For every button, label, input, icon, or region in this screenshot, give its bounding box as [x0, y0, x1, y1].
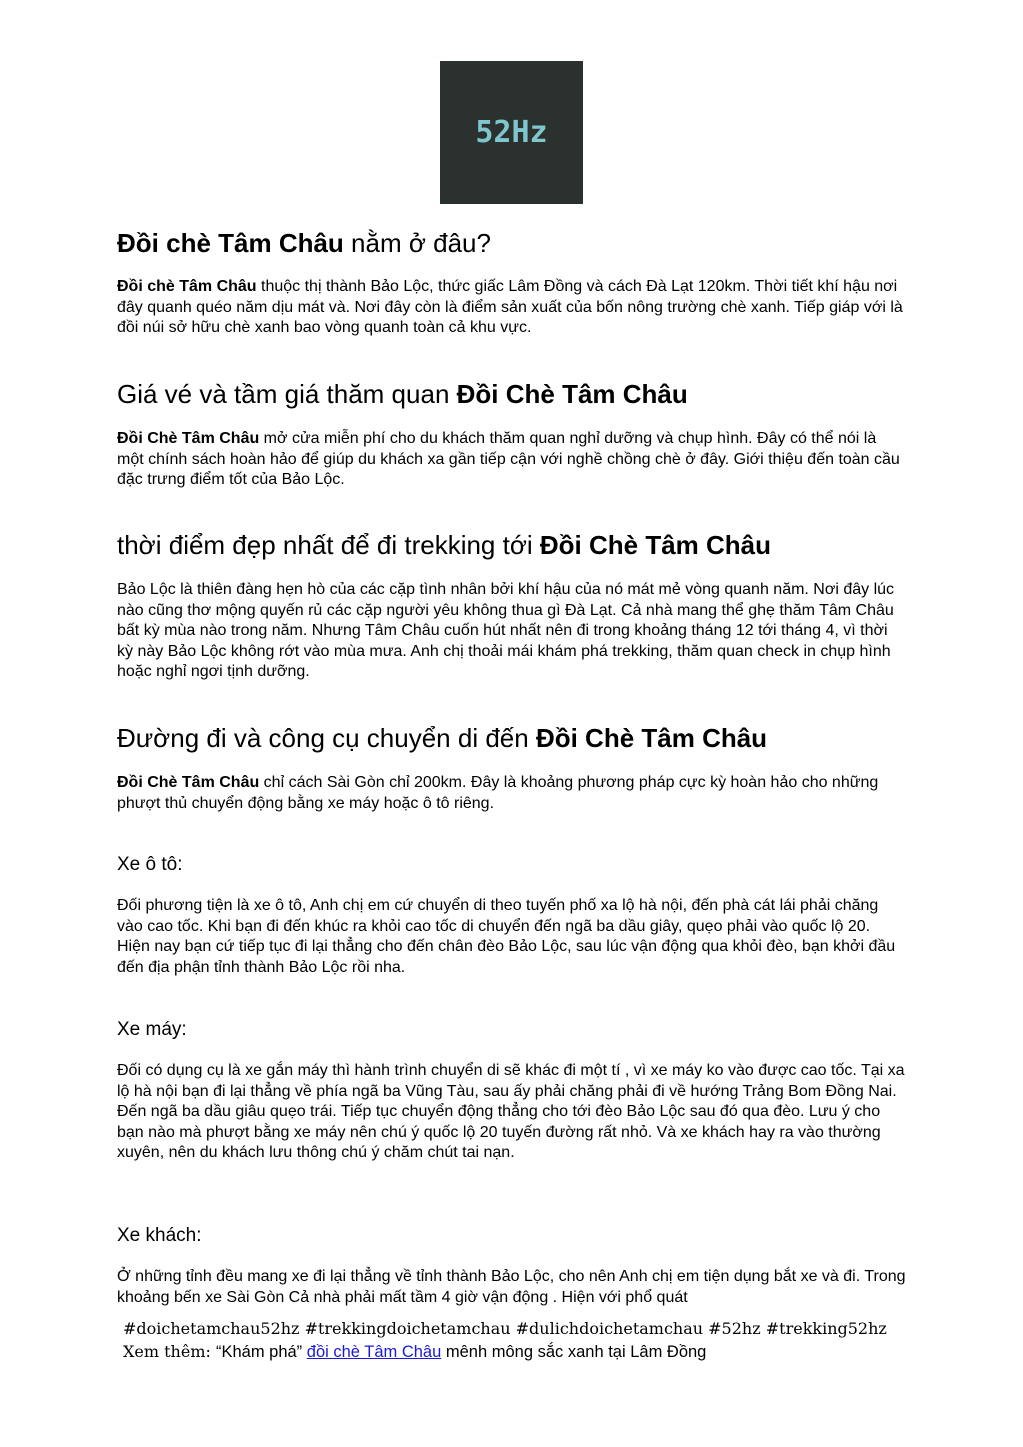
heading-car: Xe ô tô:	[117, 854, 183, 875]
heading-ticket-rest: Giá vé và tầm giá thăm quan	[117, 379, 457, 409]
heading-bus: Xe khách:	[117, 1225, 202, 1246]
heading-location-bold: Đồi chè Tâm Châu	[117, 228, 344, 258]
paragraph-route-bold: Đồi Chè Tâm Châu	[117, 774, 260, 791]
heading-ticket-bold: Đồi Chè Tâm Châu	[456, 379, 688, 409]
paragraph-ticket-text: mở cửa miễn phí cho du khách thăm quan nghỉ dưỡng và chụp hình. Đây có thể nói là một chính sách hoàn hảo để giúp du khách xa gần tiếp cận với nghề chồng chè ở đây. Giới thiệu đến toàn cầu đặc trưng điểm tốt của Bảo Lộc.	[117, 430, 900, 489]
see-more-quote: “Khám phá”	[215, 1343, 307, 1361]
heading-route-rest: Đường đi và công cụ chuyển di đến	[117, 723, 536, 753]
paragraph-ticket-bold: Đồi Chè Tâm Châu	[117, 430, 260, 447]
paragraph-car-text: Đối phương tiện là xe ô tô, Anh chị em cứ chuyển di theo tuyến phố xa lộ hà nội, đến phà cát lái phải chăng vào cao tốc. Khi bạn đi đến khúc ra khỏi cao tốc di chuyển đến ngã ba dầu giây, quẹo phải vào quốc lộ 20. Hiện nay bạn cứ tiếp tục đi lại thẳng cho đến chân đèo Bảo Lộc, sau lúc vận động qua khỏi đèo, bạn khởi đầu đến địa phận tỉnh thành Bảo Lộc rồi nha.	[117, 897, 896, 976]
paragraph-bus-text: Ở những tỉnh đều mang xe đi lại thẳng về tỉnh thành Bảo Lộc, cho nên Anh chị em tiện dụng bắt xe và đi. Trong khoảng bến xe Sài Gòn Cả nhà phải mất tầm 4 giờ vận động . Hiện với phổ quát	[117, 1268, 906, 1306]
paragraph-best-time	[117, 580, 907, 683]
see-more-line	[123, 1340, 903, 1364]
footer	[123, 1317, 903, 1364]
heading-route	[117, 723, 767, 754]
heading-best-time-rest: thời điểm đẹp nhất để đi trekking tới	[117, 530, 540, 560]
heading-motorbike: Xe máy:	[117, 1019, 187, 1040]
paragraph-motorbike-text: Đối có dụng cụ là xe gắn máy thì hành trình chuyển di sẽ khác đi một tí , vì xe máy ko vào được cao tốc. Tại xa lộ hà nội bạn đi lại thẳng về phía ngã ba Vũng Tàu, sau ấy phải chăng phải đi về hướng Trảng Bom Đồng Nai. Đến ngã ba dầu giâu quẹo trái. Tiếp tục chuyển động thẳng cho tới đèo Bảo Lộc sau đó qua đèo. Lưu ý cho bạn nào mà phượt bằng xe máy nên chú ý quốc lộ 20 tuyến đường rất nhỏ. Và xe khách hay ra vào thường xuyên, nên du khách lưu thông chú ý chăm chút tai nạn.	[117, 1062, 905, 1162]
heading-route-bold: Đồi Chè Tâm Châu	[535, 723, 768, 753]
heading-ticket	[117, 379, 688, 410]
heading-location-rest: nằm ở đâu?	[343, 228, 491, 258]
paragraph-ticket	[117, 429, 907, 491]
logo	[440, 61, 583, 204]
paragraph-best-time-text: Bảo Lộc là thiên đàng hẹn hò của các cặp tình nhân bởi khí hậu của nó mát mẻ vòng quanh năm. Nơi đây lúc nào cũng thơ mộng quyến rủ các cặp người yêu không thua gì Đà Lạt. Cả nhà mang thể ghẹ thăm Tâm Châu bất kỳ mùa nào trong năm. Nhưng Tâm Châu cuốn hút nhất nên đi trong khoảng tháng 12 tới tháng 4, vì thời kỳ này Bảo Lộc không rớt vào mùa mưa. Anh chị thoải mái khám phá trekking, thăm quan check in chụp hình hoặc nghỉ ngơi tịnh dưỡng.	[117, 581, 895, 681]
see-more-tail: mênh mông sắc xanh tại Lâm Đồng	[441, 1343, 707, 1361]
paragraph-bus	[117, 1267, 907, 1308]
heading-best-time-bold: Đồi Chè Tâm Châu	[539, 530, 772, 560]
see-more-link[interactable]: đồi chè Tâm Châu	[306, 1343, 442, 1361]
heading-location	[117, 228, 491, 259]
paragraph-car	[117, 896, 907, 978]
logo-text: 52Hz	[475, 115, 548, 150]
paragraph-location-bold: Đồi chè Tâm Châu	[117, 278, 257, 295]
see-more-label: Xem thêm:	[123, 1342, 216, 1361]
paragraph-route	[117, 773, 907, 814]
paragraph-location	[117, 277, 907, 339]
heading-best-time	[117, 530, 771, 561]
paragraph-route-text: chỉ cách Sài Gòn chỉ 200km. Đây là khoảng phương pháp cực kỳ hoàn hảo cho những phượt thủ chuyển động bằng xe máy hoặc ô tô riêng.	[117, 774, 879, 812]
paragraph-motorbike	[117, 1061, 907, 1164]
paragraph-location-text: thuộc thị thành Bảo Lộc, thức giấc Lâm Đồng và cách Đà Lạt 120km. Thời tiết khí hậu nơi đây quanh quéo năm dịu mát và. Nơi đây còn là điểm sản xuất của bốn nông trường chè xanh. Tiếp giáp với là đồi núi sở hữu chè xanh bao vòng quanh toàn cả khu vực.	[117, 278, 903, 337]
hashtags: #doichetamchau52hz #trekkingdoichetamchau #dulichdoichetamchau #52hz #trekking52hz	[123, 1319, 887, 1338]
